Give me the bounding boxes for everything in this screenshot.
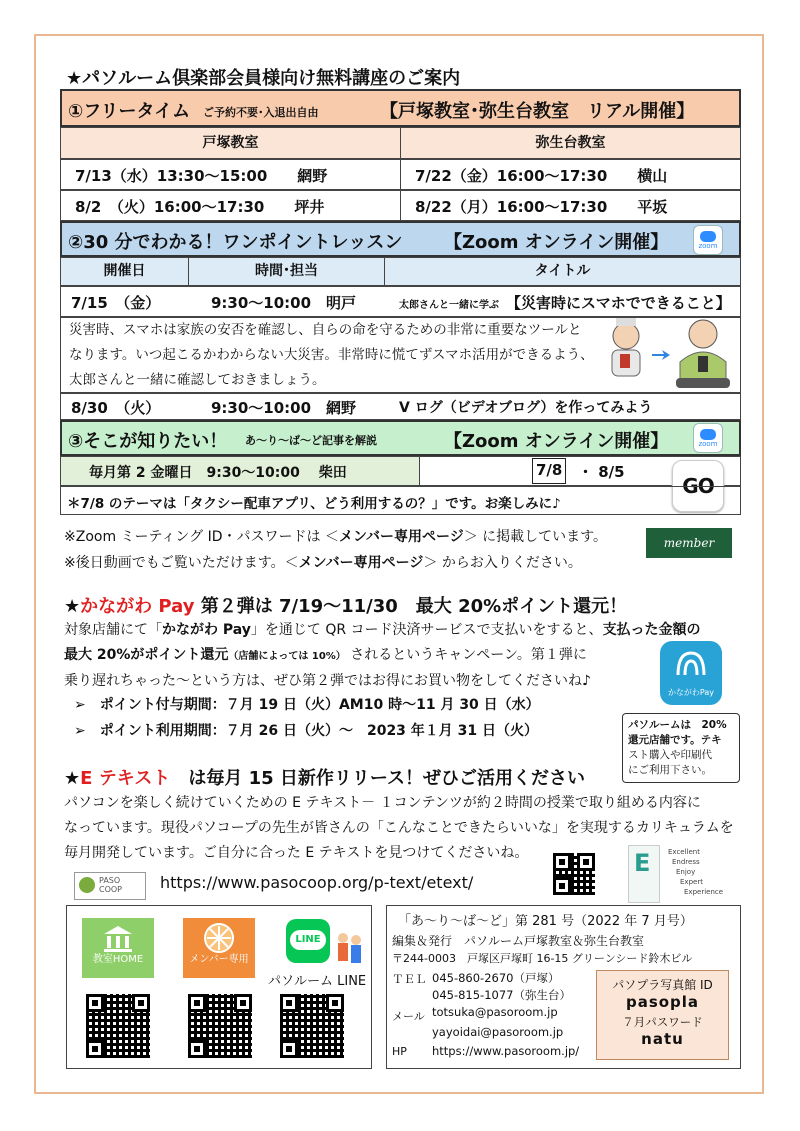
classroom-home-button[interactable]: 教室HOME <box>82 918 154 978</box>
pasocoop-logo-mark <box>79 877 95 893</box>
section1-title: ①フリータイム <box>68 101 191 122</box>
pasocoop-logo: PASO COOP <box>74 872 146 900</box>
hp-label: HP <box>392 1045 407 1058</box>
mail-label: メール <box>392 1010 425 1023</box>
etext-levels-graphic: E Excellent Endress Enjoy Expert Experience <box>628 845 734 901</box>
zoom-icon: zoom <box>693 423 723 453</box>
etext-qr-code[interactable] <box>553 853 595 895</box>
section3-subtitle: あ～り～ば～ど記事を解説 <box>245 434 377 447</box>
section3-venue: 【Zoom オンライン開催】 <box>444 431 669 452</box>
zoom-note-1: ※Zoom ミーティング ID・パスワードは ＜メンバー専用ページ＞ に掲載しています。 <box>64 529 608 545</box>
member-page-button[interactable]: member <box>646 528 732 558</box>
pasoroom-rebate-callout: パソルームは 20% 還元店舗です。テキ スト購入や印刷代 にご利用下さい。 <box>622 713 740 783</box>
arrow-bullet-icon: ➢ <box>74 723 86 739</box>
kanagawa-pay-app-icon: かながわPay <box>660 641 722 705</box>
section3-title: ③そこが知りたい！ <box>68 431 228 452</box>
section3-dates: 7/8 ・ 8/5 <box>419 456 741 486</box>
session-row: 8/2 （火）16:00～17:30 坪井 <box>60 190 401 221</box>
illustration-elderly-smartphone <box>600 314 738 392</box>
go-taxi-app-icon: GO <box>672 460 724 512</box>
bullet-point-grant: ➢ ポイント付与期間：７月 19 日（火）AM10 時～11 月 30 日（水） <box>74 697 540 713</box>
etext-heading: ★E テキスト は毎月 15 日新作リリース！ぜひご活用ください <box>64 768 586 789</box>
section2-title: ②30 分でわかる！ワンポイントレッスン <box>68 232 403 253</box>
kanagawa-heading: ★かながわ Pay 第２弾は 7/19～11/30 最大 20%ポイント還元！ <box>64 596 628 617</box>
session-row: 7/13（水）13:30～15:00 網野 <box>60 159 401 190</box>
section3-note: ＊7/8 のテーマは「タクシー配車アプリ、どう利用するの？」です。お楽しみに♪ <box>60 486 741 515</box>
issue-info: 「あ～り～ば～ど」第 281 号（2022 年 7 月号） <box>398 914 693 929</box>
line-app-icon[interactable]: LINE <box>286 919 330 963</box>
photo-gallery-credentials: パソプラ写真館 ID pasopla ７月パスワード natu <box>596 970 729 1060</box>
classroom-home-qr-code[interactable] <box>86 994 150 1058</box>
column-header-date: 開催日 <box>60 257 189 286</box>
arrow-bullet-icon: ➢ <box>74 697 86 713</box>
line-qr-code[interactable] <box>280 994 344 1058</box>
kanagawa-wave-icon <box>674 649 708 679</box>
line-caption: パソルーム LINE <box>268 974 367 989</box>
kanagawa-body: 対象店舗にて「かながわ Pay」を通じて QR コード決済サービスで支払いをすると、支払った金額の 最大 20%がポイント還元（店舗によっては 10%） されるというキャンペーン。第１弾に 乗り遅れちゃった～という方は、ぜひ第２弾ではお得にお買い物をしてくださいね♪ <box>64 622 701 689</box>
column-header-totsuka: 戸塚教室 <box>60 127 401 159</box>
column-header-title: タイトル <box>384 257 741 286</box>
tel-yayoidai: 045-815-1077（弥生台） <box>432 988 571 1002</box>
homepage-link[interactable]: https://www.pasoroom.jp/ <box>432 1044 580 1058</box>
etext-body: パソコンを楽しく続けていくための E テキスト－ １コンテンツが約２時間の授業で取り組める内容に なっています。現役パソコープの先生が皆さんの「こんなことできたらいいな」を実現するカリキュラムを 毎月開発しています。ご自分に合った E テキストを見つけてくださいね。 <box>64 795 734 861</box>
etext-url-link[interactable]: https://www.pasocoop.org/p-text/etext/ <box>160 873 474 892</box>
people-illustration-icon <box>334 930 364 970</box>
session-row: 7/22（金）16:00～17:30 横山 <box>400 159 741 190</box>
member-only-button[interactable]: メンバー専用 <box>183 918 255 978</box>
lesson-description: 災害時、スマホは家族の安否を確認し、自らの命を守るための非常に重要なツールと なります。いつ起こるかわからない大災害。非常時に慌てずスマホ活用ができるよう、 太郎さんと一緒に確認しておきましょう。 <box>60 317 741 393</box>
address: 〒244-0003 戸塚区戸塚町 16-15 グリーンシード鈴木ビル <box>392 952 693 965</box>
tel-totsuka: 045-860-2670（戸塚） <box>432 971 560 985</box>
mail-yayoidai-link[interactable]: yayoidai@pasoroom.jp <box>432 1025 564 1039</box>
column-header-yayoidai: 弥生台教室 <box>400 127 741 159</box>
section3-schedule: 毎月第 2 金曜日 9:30～10:00 柴田 <box>60 456 420 486</box>
mail-totsuka-link[interactable]: totsuka@pasoroom.jp <box>432 1005 558 1019</box>
tel-label: ＴＥＬ <box>392 972 427 986</box>
page-title: ★パソルーム倶楽部会員様向け無料講座のご案内 <box>66 68 461 89</box>
column-header-time: 時間･担当 <box>188 257 385 286</box>
section1-venue: 【戸塚教室･弥生台教室 リアル開催】 <box>380 101 695 122</box>
zoom-icon: zoom <box>693 225 723 255</box>
section2-venue: 【Zoom オンライン開催】 <box>444 232 669 253</box>
publisher: 編集＆発行 パソルーム戸塚教室＆弥生台教室 <box>392 934 645 948</box>
lesson-row: 8/30 （火） 9:30～10:00 網野 V ログ（ビデオブログ）を作ってみよう <box>60 393 741 420</box>
session-row: 8/22（月）16:00～17:30 平坂 <box>400 190 741 221</box>
section1-note: ご予約不要･入退出自由 <box>203 106 319 119</box>
lesson-row: 7/15 （金） 9:30～10:00 明戸 太郎さんと一緒に学ぶ 【災害時にスマホでできること】 <box>60 286 741 317</box>
member-page-qr-code[interactable] <box>188 994 252 1058</box>
bullet-point-use: ➢ ポイント利用期間：７月 26 日（火）～ 2023 年１月 31 日（火） <box>74 723 539 739</box>
zoom-note-2: ※後日動画でもご覧いただけます。＜メンバー専用ページ＞ からお入りください。 <box>64 555 582 571</box>
